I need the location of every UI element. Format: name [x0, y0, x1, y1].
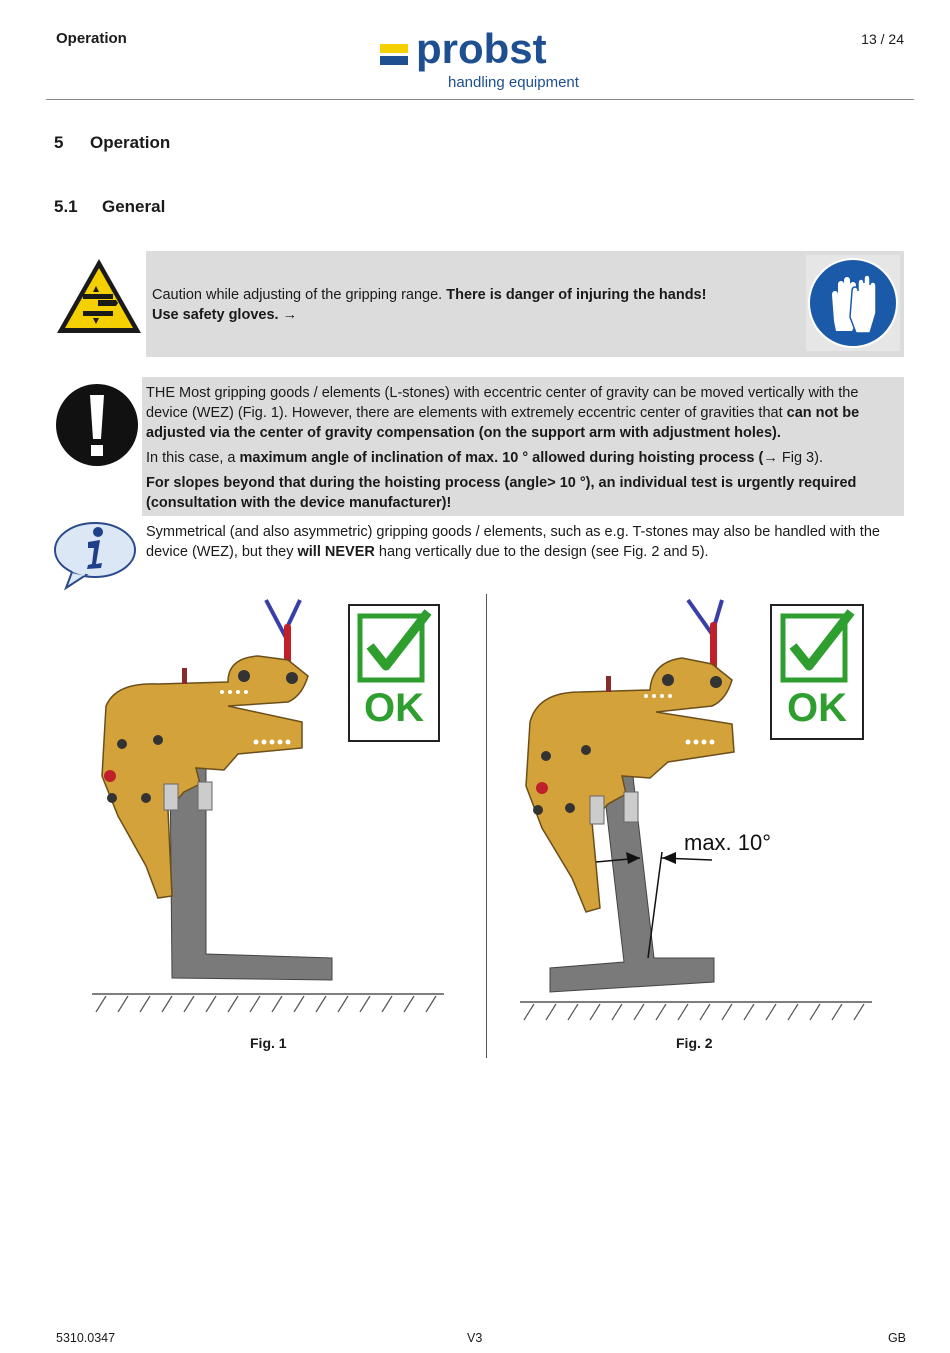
safety-gloves-icon: [806, 255, 900, 351]
caution-text: [152, 285, 792, 325]
probst-logo: [378, 25, 590, 94]
notice-text: [146, 383, 898, 518]
notice-p2-normal: In this case, a: [146, 450, 240, 466]
exclamation-icon: [55, 383, 139, 467]
header-divider: [46, 99, 914, 100]
page-number: 13 / 24: [861, 31, 904, 47]
logo-bar-yellow: [380, 44, 408, 53]
checkmark-icon: [350, 606, 438, 694]
subheading-title: General: [102, 197, 166, 216]
logo-bar-blue: [380, 56, 408, 65]
info-text-normal: Symmetrical (and also asymmetric) gripping goods / elements, such as e.g. T-stones may also be handled with the device (WEZ), but they: [146, 524, 880, 560]
caution-box: [146, 251, 904, 357]
heading-title: Operation: [90, 133, 171, 152]
figure-2-caption: Fig. 2: [676, 1035, 713, 1051]
angle-label: max. 10°: [684, 830, 772, 855]
header-section-label: Operation: [56, 30, 127, 47]
footer-doc-number: 5310.0347: [56, 1331, 116, 1345]
figure-1-caption: Fig. 1: [250, 1035, 287, 1051]
notice-p3-bold: For slopes beyond that during the hoisting process (angle> 10 °), an individual test is urgently required (consultation with the device manufacturer)!: [146, 475, 857, 511]
logo-subtitle: handling equipment: [448, 74, 579, 91]
ok-badge-2: [770, 604, 864, 740]
notice-paragraph-2: [146, 448, 898, 468]
caution-safety-gloves: Use safety gloves. →: [152, 307, 298, 323]
ok-label-1: OK: [364, 686, 424, 730]
heading-operation: [54, 133, 170, 153]
notice-paragraph-1: [146, 383, 898, 443]
notice-box: [142, 377, 904, 516]
checkmark-icon: [772, 606, 862, 694]
info-text-bold: will NEVER: [297, 544, 375, 560]
subheading-number: 5.1: [54, 197, 78, 216]
info-text: [146, 522, 898, 562]
notice-p1-bold: can not be adjusted via the center of gravity compensation (on the support arm with adjustment holes).: [146, 405, 860, 441]
info-text-tail: hang vertically due to the design (see Fig. 2 and 5).: [374, 544, 709, 560]
notice-p2-tail: Fig 3).: [777, 450, 823, 466]
caution-text-bold: There is danger of injuring the hands!: [446, 287, 707, 303]
notice-p2-bold: maximum angle of inclination of max. 10 ° allowed during hoisting process (→: [239, 450, 778, 466]
footer-version: V3: [467, 1331, 483, 1345]
logo-wordmark: probst: [416, 25, 547, 72]
heading-number: 5: [54, 133, 64, 152]
footer-language: GB: [887, 1331, 906, 1345]
heading-general: [54, 197, 165, 217]
crush-hazard-warning-icon: [54, 256, 144, 336]
notice-paragraph-3: [146, 473, 898, 513]
notice-p1-normal: THE Most gripping goods / elements (L-stones) with eccentric center of gravity can be moved vertically with the device (WEZ) (Fig. 1). However, there are elements with extremely eccentric center of gravities that: [146, 385, 859, 421]
ok-label-2: OK: [787, 686, 847, 730]
ok-badge-1: [348, 604, 440, 742]
figure-divider: [486, 594, 487, 1058]
caution-text-normal: Caution while adjusting of the gripping range.: [152, 287, 447, 303]
info-icon: [52, 520, 140, 592]
